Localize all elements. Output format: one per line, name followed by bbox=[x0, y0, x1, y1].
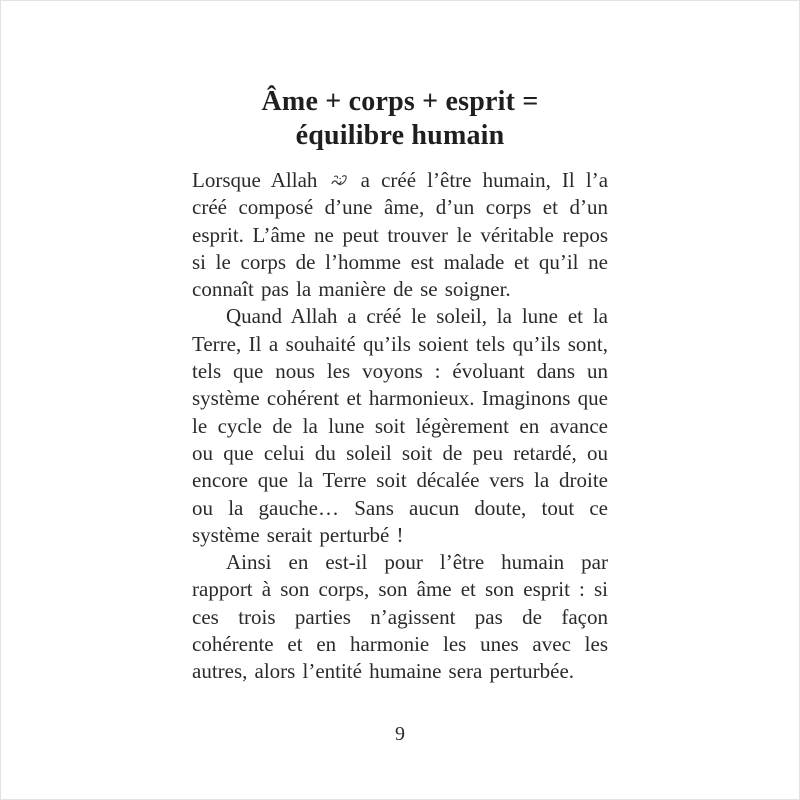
paragraph-1-text-before: Lorsque Allah bbox=[192, 168, 318, 192]
chapter-title-line2: équilibre humain bbox=[295, 120, 505, 151]
paragraph-1-text-after: a créé l’être humain, Il l’a créé composé d’une âme, d’un corps et d’un esprit. L’âme ne peut trouver le véritable repos si le corps de l’homme est malade et qu’il ne connaît pas la manière de se soigner. bbox=[192, 168, 609, 302]
paragraph-2: Quand Allah a créé le soleil, la lune et la Terre, Il a souhaité qu’ils soient tels qu’ils sont, tels que nous les voyons : évoluant dans un système cohérent et harmonieux. Imaginons que le cycle de la lune soit légèrement en avance ou que celui du soleil soit de peu retardé, ou encore que la Terre soit décalée vers la droite ou la gauche… Sans aucun doute, tout ce système serait perturbé ! bbox=[192, 304, 608, 547]
page-content bbox=[192, 1, 608, 686]
paragraph-3: Ainsi en est-il pour l’être humain par rapport à son corps, son âme et son esprit : si ces trois parties n’agissent pas de façon cohérente et en harmonie les unes avec les autres, alors l’entité humaine sera perturbée. bbox=[192, 550, 608, 684]
page-number: 9 bbox=[395, 723, 405, 745]
paragraph-1 bbox=[192, 167, 608, 303]
chapter-title-line1: Âme + corps + esprit = bbox=[261, 86, 539, 117]
chapter-title bbox=[192, 85, 608, 153]
allah-honorific-icon bbox=[330, 173, 349, 188]
